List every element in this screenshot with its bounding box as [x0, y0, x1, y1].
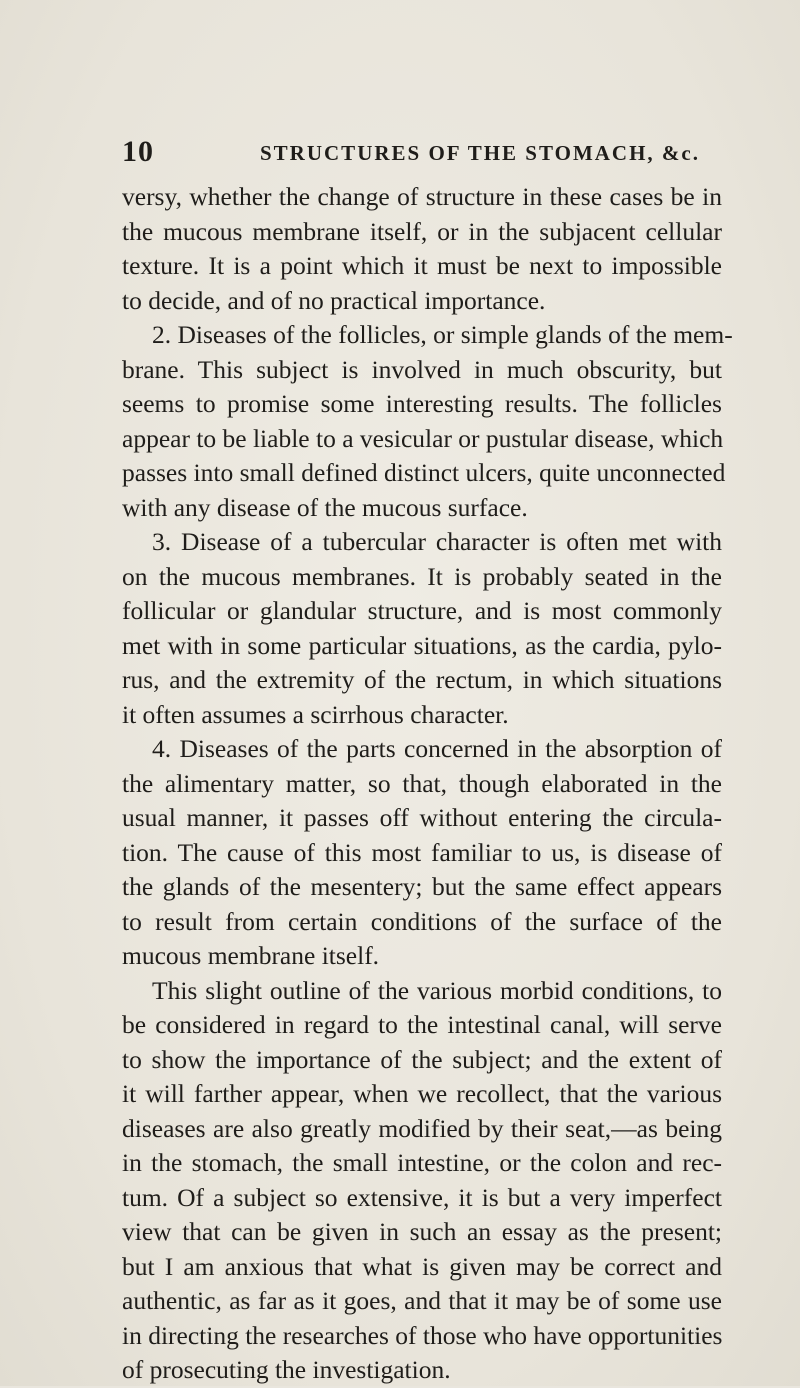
text-line: 4. Diseases of the parts concerned in the absorption of — [152, 734, 722, 763]
text-line: but I am anxious that what is given may be correct and — [122, 1251, 722, 1281]
text-line: versy, whether the change of structure in these cases be in — [122, 182, 722, 211]
text-line: view that can be given in such an essay as the present; — [122, 1217, 722, 1246]
running-head — [122, 135, 722, 168]
text-line: on the mucous membranes. It is probably seated in the — [122, 561, 722, 591]
text-line: usual manner, it passes off without entering the circula- — [122, 803, 722, 832]
page-number: 10 — [122, 135, 154, 168]
text-line: the glands of the mesentery; but the same effect appears — [122, 872, 722, 901]
text-line: 3. Disease of a tubercular character is often met with — [152, 527, 722, 556]
running-title: STRUCTURES OF THE STOMACH, &c. — [260, 141, 700, 165]
text-line: to show the importance of the subject; and the extent of — [122, 1044, 722, 1074]
text-line: authentic, as far as it goes, and that it may be of some use — [122, 1286, 722, 1315]
text-line: brane. This subject is involved in much obscurity, but — [122, 354, 722, 384]
text-line: passes into small defined distinct ulcers, quite unconnected — [122, 458, 726, 487]
text-line: to result from certain conditions of the surface of the — [122, 906, 722, 936]
text-line: diseases are also greatly modified by their seat,—as being — [122, 1113, 722, 1143]
text-line: tion. The cause of this most familiar to us, is disease of — [122, 837, 722, 867]
text-line: This slight outline of the various morbid conditions, to — [152, 975, 722, 1005]
text-line: be considered in regard to the intestinal canal, will serve — [122, 1010, 722, 1039]
text-line: to decide, and of no practical importance. — [122, 285, 546, 315]
text-line: it often assumes a scirrhous character. — [122, 699, 509, 729]
text-line: seems to promise some interesting results. The follicles — [122, 389, 722, 418]
text-line: appear to be liable to a vesicular or pustular disease, which — [122, 423, 724, 453]
text-line: follicular or glandular structure, and is most commonly — [122, 596, 722, 625]
text-line: in directing the researches of those who have opportunities — [122, 1320, 723, 1350]
text-line: tum. Of a subject so extensive, it is but a very imperfect — [122, 1182, 722, 1212]
text-line: met with in some particular situations, as the cardia, pylo- — [122, 630, 722, 660]
text-line: 2. Diseases of the follicles, or simple glands of the mem- — [152, 320, 733, 349]
text-line: the mucous membrane itself, or in the subjacent cellular — [122, 216, 722, 246]
text-line: of prosecuting the investigation. — [122, 1355, 451, 1384]
text-line: mucous membrane itself. — [122, 941, 380, 970]
text-line: it will farther appear, when we recollect, that the various — [122, 1079, 722, 1108]
text-line: rus, and the extremity of the rectum, in which situations — [122, 665, 722, 694]
body-text — [122, 180, 733, 1388]
text-line: the alimentary matter, so that, though elaborated in the — [122, 768, 722, 798]
text-line: texture. It is a point which it must be next to impossible — [122, 251, 722, 280]
text-line: with any disease of the mucous surface. — [122, 492, 528, 522]
text-line: in the stomach, the small intestine, or the colon and rec- — [122, 1148, 722, 1177]
